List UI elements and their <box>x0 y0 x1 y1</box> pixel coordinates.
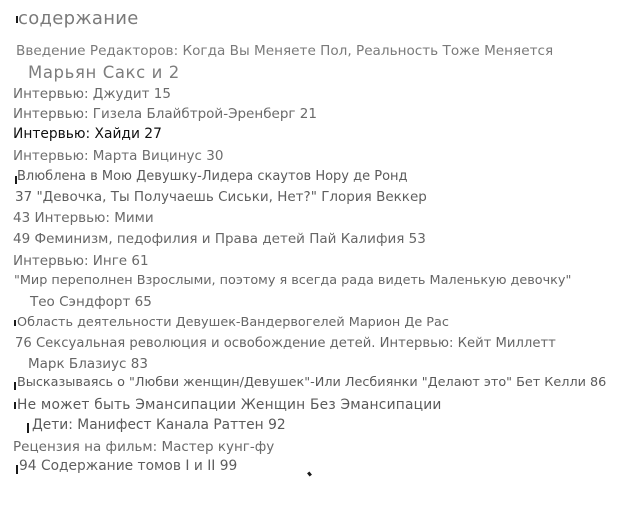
toc-entry-1: Введение Редакторов: Когда Вы Меняете Пол, Реальность Тоже Меняется <box>16 43 554 59</box>
toc-entry-2: Марьян Сакс и 2 <box>28 63 180 82</box>
toc-entry-7: Влюблена в Мою Девушку-Лидера скаутов Нору де Ронд <box>17 169 408 184</box>
scan-artifact-mark <box>27 423 29 433</box>
toc-entry-16: Марк Блазиус 83 <box>28 356 148 372</box>
scan-artifact-mark <box>14 320 16 326</box>
toc-entry-9: 43 Интервью: Мими <box>13 210 154 226</box>
scan-artifact-mark <box>14 402 16 409</box>
toc-entry-19: Дети: Манифест Канала Раттен 92 <box>32 417 286 433</box>
scan-artifact-mark <box>14 382 16 390</box>
toc-heading: содержание <box>18 8 139 29</box>
toc-entry-20: Рецензия на фильм: Мастер кунг-фу <box>13 439 275 455</box>
toc-entry-5: Интервью: Хайди 27 <box>13 126 162 142</box>
toc-entry-18: Не может быть Эмансипации Женщин Без Эмансипации <box>17 397 442 413</box>
toc-entry-13: Тео Сэндфорт 65 <box>30 294 152 310</box>
toc-entry-17: Высказываясь о "Любви женщин/Девушек"-Или Лесбиянки "Делают это" Бет Келли 86 <box>17 375 607 390</box>
toc-entry-6: Интервью: Марта Вицинус 30 <box>13 148 224 164</box>
toc-entry-15: 76 Сексуальная революция и освобождение детей. Интервью: Кейт Миллетт <box>15 336 556 351</box>
scan-artifact-mark <box>16 465 18 474</box>
scan-artifact-mark <box>307 472 312 477</box>
toc-entry-4: Интервью: Гизела Блайбтрой-Эренберг 21 <box>13 106 317 122</box>
toc-entry-3: Интервью: Джудит 15 <box>13 86 171 102</box>
toc-entry-14: Область деятельности Девушек-Вандервогелей Марион Де Рас <box>17 315 449 330</box>
toc-entry-11: Интервью: Инге 61 <box>13 253 149 269</box>
toc-entry-21: 94 Содержание томов I и II 99 <box>19 458 238 474</box>
toc-entry-8: 37 "Девочка, Ты Получаешь Сиськи, Нет?" Глория Веккер <box>15 189 427 205</box>
toc-entry-12: "Мир переполнен Взрослыми, поэтому я всегда рада видеть Маленькую девочку" <box>14 273 572 288</box>
toc-entry-10: 49 Феминизм, педофилия и Права детей Пай Калифия 53 <box>13 231 426 247</box>
